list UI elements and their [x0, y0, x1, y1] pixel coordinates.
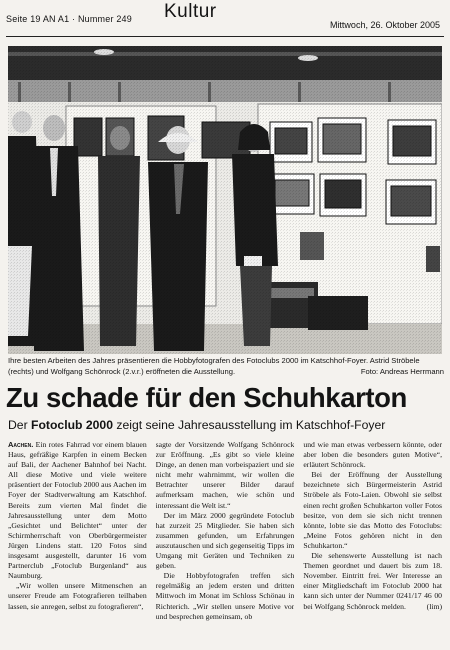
exhibition-photo: [8, 46, 442, 354]
paragraph: [303, 551, 442, 612]
subhead-post: zeigt seine Jahresausstellung im Katschhof-Foyer: [112, 418, 386, 432]
article-column-3: [303, 440, 442, 648]
caption-text: Ihre besten Arbeiten des Jahres präsentieren die Hobbyfotografen des Fotoclubs 2000 im Katschhof-Foyer. Astrid Ströbele (rechts) und Wolfgang Schönrock (2.v.r.) eröffneten die Ausstellung.: [8, 356, 420, 376]
photo-caption: [8, 356, 444, 377]
paragraph: Bei der Eröffnung der Ausstellung bezeichnete sich Bürgermeisterin Astrid Ströbele als Foto-Laien. Obwohl sie selbst einen recht großen Schuhkarton voller Fotos besitze, von dem sie sich nicht trennen könnte, lobte sie das Motto des Fotoclubs: „Meine Fotos gehören nicht in den Schuhkarton.“: [303, 470, 443, 550]
paragraph: und wie man etwas verbessern könnte, oder aber loben die besonders guten Motive“, erläutert Schönrock.: [303, 440, 443, 470]
subhead-bold: Fotoclub 2000: [31, 418, 113, 432]
paragraph: Der im März 2000 gegründete Fotoclub hat zurzeit 25 Mitglieder. Sie haben sich zusammen gefunden, um Erfahrungen auszutauschen und sich gegenseitig Tipps im Umgang mit Geräten und Techniken zu geben.: [155, 510, 295, 571]
paragraph-text: Die sehenswerte Ausstellung ist nach Themen geordnet und dauert bis zum 18. November. Eintritt frei. Wer Interesse an einer Mitgliedschaft im Fotoclub 2000 hat kann sich unter der Nummer 0241/17 46 00 bei Wolfgang Schönrock melden.: [303, 551, 443, 611]
article-column-1: [8, 440, 147, 648]
subhead-pre: Der: [8, 418, 32, 432]
page-header: [6, 0, 444, 36]
paragraph: [8, 440, 147, 581]
article-body: [8, 440, 442, 648]
photo-credit: Foto: Andreas Herrmann: [360, 366, 444, 376]
header-rule: [6, 36, 444, 37]
issue-date: Mittwoch, 26. Oktober 2005: [329, 20, 440, 30]
paragraph: sagte der Vorsitzende Wolfgang Schönrock zur Eröffnung. „Es gibt so viele kleine Dinge, an denen man vorbeispaziert und sie nicht mehr wahrnimmt, wir wollen die Betrachter unserer Bilder darauf aufmerksam machen, wie schön und interessant die Welt ist.“: [155, 440, 295, 510]
article-headline: Zu schade für den Schuhkarton: [6, 382, 407, 413]
page-number: Seite 19 AN A1 · Nummer 249: [6, 14, 132, 24]
article-subheadline: [8, 417, 448, 433]
author-signature: (lim): [426, 601, 443, 611]
dateline: Aachen.: [8, 440, 34, 449]
paragraph-text: Ein rotes Fahrrad vor einem blauen Haus, gefräßige Karpfen in einem Becken auf Bali, der Aachener Bahnhof bei Nacht. All diese Motive und viele weitere präsentiert der Fotoclub 2000 aus Aachen im Foyer der Stadtverwaltung am Katschhof. Bereits zum vierten Mal findet die Jahresausstellung unter dem Motto „Gesichtet und Belichtet“ unter der Schirmherrschaft von Oberbürgermeister Jürgen Lindens statt. 120 Fotos sind insgesamt ausgestellt, darunter 16 vom Partnerclub „Fotoclub Burgenland“ aus Naumburg.: [8, 440, 147, 581]
article-column-2: [156, 440, 295, 648]
paragraph: Die Hobbyfotografen treffen sich regelmäßig an jedem ersten und dritten Mittwoch im Monat im Schloss Schönau in Richterich. „Wir stellen unsere Motive vor und besprechen gemeinsam, ob: [155, 571, 295, 621]
photo-illustration: [8, 46, 442, 354]
paragraph: „Wir wollen unsere Mitmenschen an unserer Freude am Fotografieren teilhaben lassen, sie anregen, selbst zu fotografieren“,: [8, 581, 147, 611]
section-title: Kultur: [164, 1, 217, 22]
